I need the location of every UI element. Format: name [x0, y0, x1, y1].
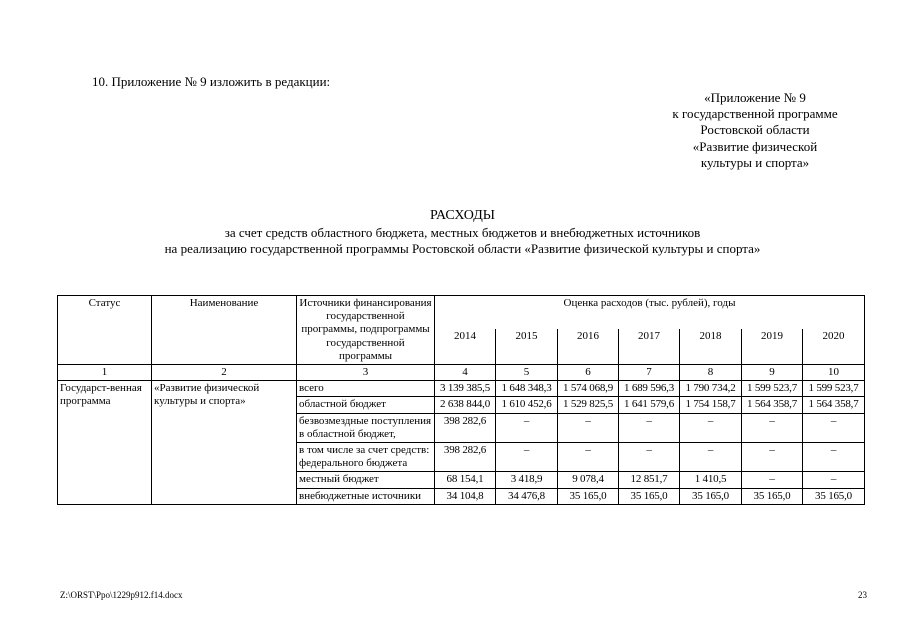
value-cell: –: [496, 443, 558, 472]
value-cell: 1 410,5: [680, 472, 742, 488]
value-cell: 35 165,0: [742, 488, 803, 504]
value-cell: 1 599 523,7: [742, 381, 803, 397]
column-number: 8: [680, 365, 742, 381]
value-cell: –: [558, 443, 619, 472]
header-estimate: Оценка расходов (тыс. рублей), годы: [435, 296, 865, 329]
value-cell: 34 476,8: [496, 488, 558, 504]
value-cell: 35 165,0: [619, 488, 680, 504]
value-cell: –: [680, 413, 742, 442]
value-cell: 1 599 523,7: [803, 381, 865, 397]
heading-title: РАСХОДЫ: [430, 208, 495, 223]
value-cell: 1 610 452,6: [496, 397, 558, 413]
header-year: 2016: [558, 329, 619, 365]
header-year: 2018: [680, 329, 742, 365]
value-cell: 1 641 579,6: [619, 397, 680, 413]
column-number: 3: [297, 365, 435, 381]
value-cell: 1 529 825,5: [558, 397, 619, 413]
value-cell: 1 574 068,9: [558, 381, 619, 397]
program-name-cell: «Развитие физической культуры и спорта»: [152, 381, 297, 505]
source-cell: всего: [297, 381, 435, 397]
header-year: 2020: [803, 329, 865, 365]
column-number: 5: [496, 365, 558, 381]
value-cell: 1 564 358,7: [742, 397, 803, 413]
annex-line: «Развитие физической: [692, 138, 818, 154]
value-cell: –: [742, 443, 803, 472]
value-cell: 9 078,4: [558, 472, 619, 488]
value-cell: 3 139 385,5: [435, 381, 496, 397]
header-year: 2015: [496, 329, 558, 365]
page-number: 23: [858, 590, 867, 600]
source-cell: местный бюджет: [297, 472, 435, 488]
footer-file-path: Z:\ORST\Ppo\1229p912.f14.docx: [60, 590, 183, 600]
annex-line: Ростовской области: [700, 122, 810, 138]
header-name: Наименование: [152, 296, 297, 365]
value-cell: 12 851,7: [619, 472, 680, 488]
value-cell: –: [558, 413, 619, 442]
column-number: 10: [803, 365, 865, 381]
header-status: Статус: [58, 296, 152, 365]
header-source: Источники финансирования государственной программы, подпрограммы государственной программы: [297, 296, 435, 365]
value-cell: –: [803, 413, 865, 442]
value-cell: –: [496, 413, 558, 442]
source-cell: областной бюджет: [297, 397, 435, 413]
value-cell: 34 104,8: [435, 488, 496, 504]
column-number: 7: [619, 365, 680, 381]
column-number: 2: [152, 365, 297, 381]
value-cell: 1 754 158,7: [680, 397, 742, 413]
source-cell: внебюджетные источники: [297, 488, 435, 504]
value-cell: 398 282,6: [435, 443, 496, 472]
source-cell: безвозмездные поступления в областной бюджет,: [297, 413, 435, 442]
column-number: 9: [742, 365, 803, 381]
source-cell: в том числе за счет средств: федерального бюджета: [297, 443, 435, 472]
value-cell: –: [619, 413, 680, 442]
value-cell: 3 418,9: [496, 472, 558, 488]
value-cell: 398 282,6: [435, 413, 496, 442]
annex-line: «Приложение № 9: [704, 90, 806, 105]
annex-line: культуры и спорта»: [700, 154, 810, 170]
value-cell: 1 648 348,3: [496, 381, 558, 397]
value-cell: 35 165,0: [558, 488, 619, 504]
document-heading: [60, 208, 865, 258]
value-cell: 2 638 844,0: [435, 397, 496, 413]
value-cell: 35 165,0: [803, 488, 865, 504]
expenses-table: [57, 295, 865, 505]
column-number: 6: [558, 365, 619, 381]
value-cell: 68 154,1: [435, 472, 496, 488]
status-cell: Государст-венная программа: [58, 381, 152, 505]
value-cell: 35 165,0: [680, 488, 742, 504]
value-cell: –: [680, 443, 742, 472]
header-year: 2017: [619, 329, 680, 365]
column-number: 1: [58, 365, 152, 381]
annex-line: к государственной программе: [672, 106, 838, 122]
value-cell: –: [803, 443, 865, 472]
value-cell: –: [803, 472, 865, 488]
column-numbers-row: [58, 365, 865, 381]
value-cell: 1 564 358,7: [803, 397, 865, 413]
header-year: 2019: [742, 329, 803, 365]
intro-text: 10. Приложение № 9 изложить в редакции:: [92, 74, 331, 89]
value-cell: –: [742, 472, 803, 488]
value-cell: –: [742, 413, 803, 442]
column-number: 4: [435, 365, 496, 381]
heading-line: за счет средств областного бюджета, местных бюджетов и внебюджетных источников: [224, 224, 701, 240]
annex-caption: [640, 90, 870, 171]
value-cell: –: [619, 443, 680, 472]
value-cell: 1 790 734,2: [680, 381, 742, 397]
heading-line: на реализацию государственной программы Ростовской области «Развитие физической культуры и спорта»: [164, 241, 761, 256]
value-cell: 1 689 596,3: [619, 381, 680, 397]
header-year: 2014: [435, 329, 496, 365]
table-row: [58, 381, 865, 397]
header-row: [58, 296, 865, 329]
